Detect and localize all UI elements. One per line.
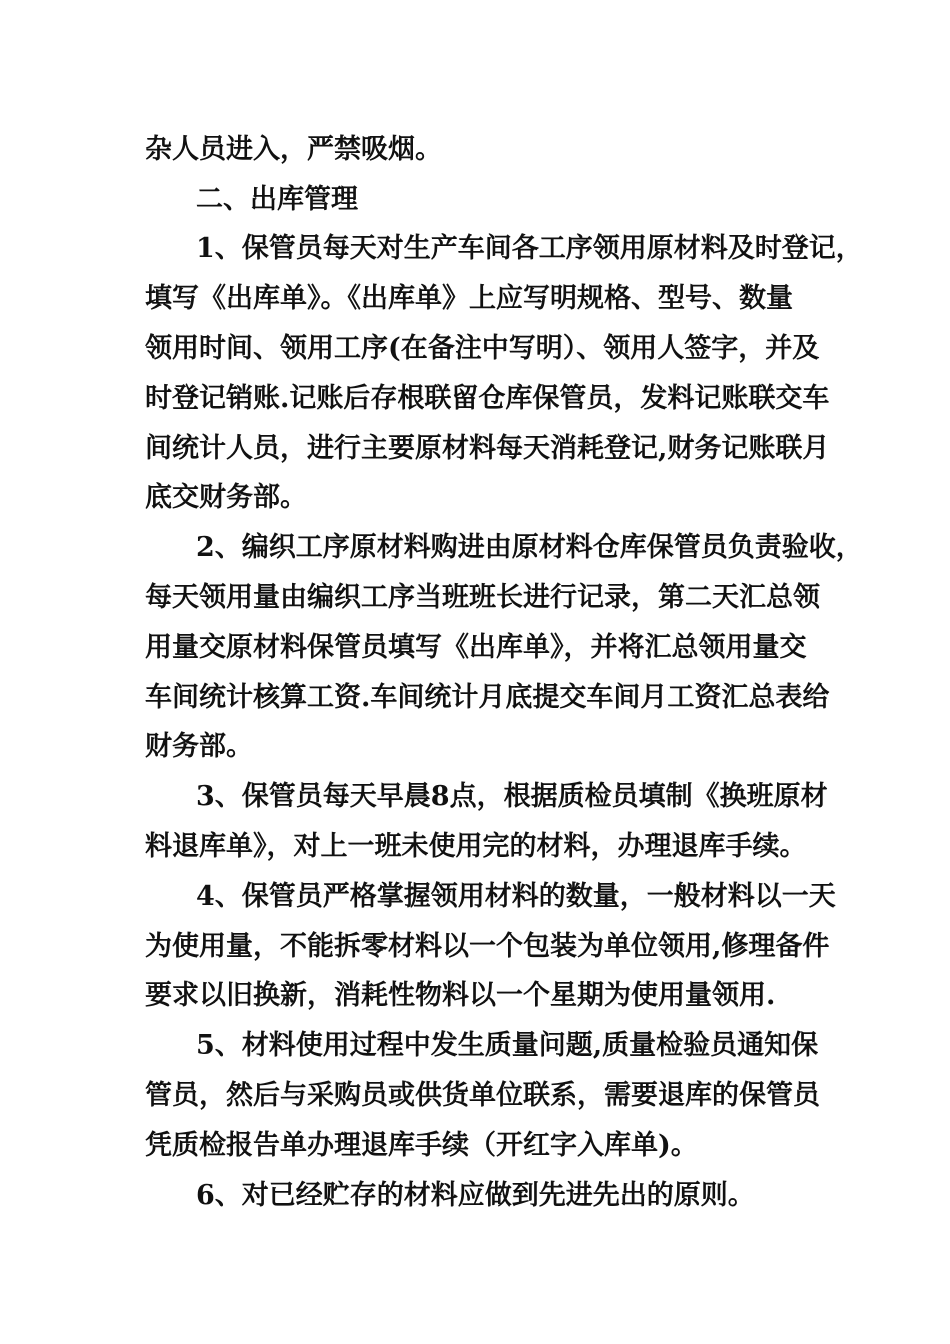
text-line: 杂人员进入，严禁吸烟。 (145, 134, 442, 165)
text-line: 财务部。 (145, 731, 253, 762)
text-line: 3、保管员每天早晨8点，根据质检员填制《换班原材 (196, 781, 828, 812)
text-line: 4、保管员严格掌握领用材料的数量，一般材料以一天 (196, 881, 836, 912)
text-line: 填写《出库单》。《出库单》上应写明规格、型号、数量 (145, 283, 793, 314)
text-line: 为使用量，不能拆零材料以一个包装为单位领用,修理备件 (145, 931, 830, 962)
text-line: 要求以旧换新，消耗性物料以一个星期为使用量领用. (145, 980, 776, 1011)
text-line: 2、编织工序原材料购进由原材料仓库保管员负责验收， (196, 532, 863, 563)
text-line: 凭质检报告单办理退库手续（开红字入库单)。 (145, 1130, 698, 1161)
text-line: 6、对已经贮存的材料应做到先进先出的原则。 (196, 1180, 755, 1211)
text-line: 底交财务部。 (145, 482, 307, 513)
text-line: 1、保管员每天对生产车间各工序领用原材料及时登记， (196, 233, 863, 264)
text-line: 车间统计核算工资.车间统计月底提交车间月工资汇总表给 (145, 682, 830, 713)
text-line: 每天领用量由编织工序当班班长进行记录，第二天汇总领 (145, 582, 820, 613)
text-line: 料退库单》，对上一班未使用完的材料，办理退库手续。 (145, 831, 807, 862)
text-line: 领用时间、领用工序(在备注中写明）、领用人签字，并及 (145, 333, 820, 364)
text-line: 用量交原材料保管员填写《出库单》，并将汇总领用量交 (145, 632, 807, 663)
text-line: 5、材料使用过程中发生质量问题,质量检验员通知保 (196, 1030, 819, 1061)
text-line: 管员，然后与采购员或供货单位联系，需要退库的保管员 (145, 1080, 820, 1111)
text-line: 间统计人员，进行主要原材料每天消耗登记,财务记账联月 (145, 433, 830, 464)
section-heading: 二、出库管理 (196, 184, 358, 215)
text-line: 时登记销账.记账后存根联留仓库保管员，发料记账联交车 (145, 383, 830, 414)
